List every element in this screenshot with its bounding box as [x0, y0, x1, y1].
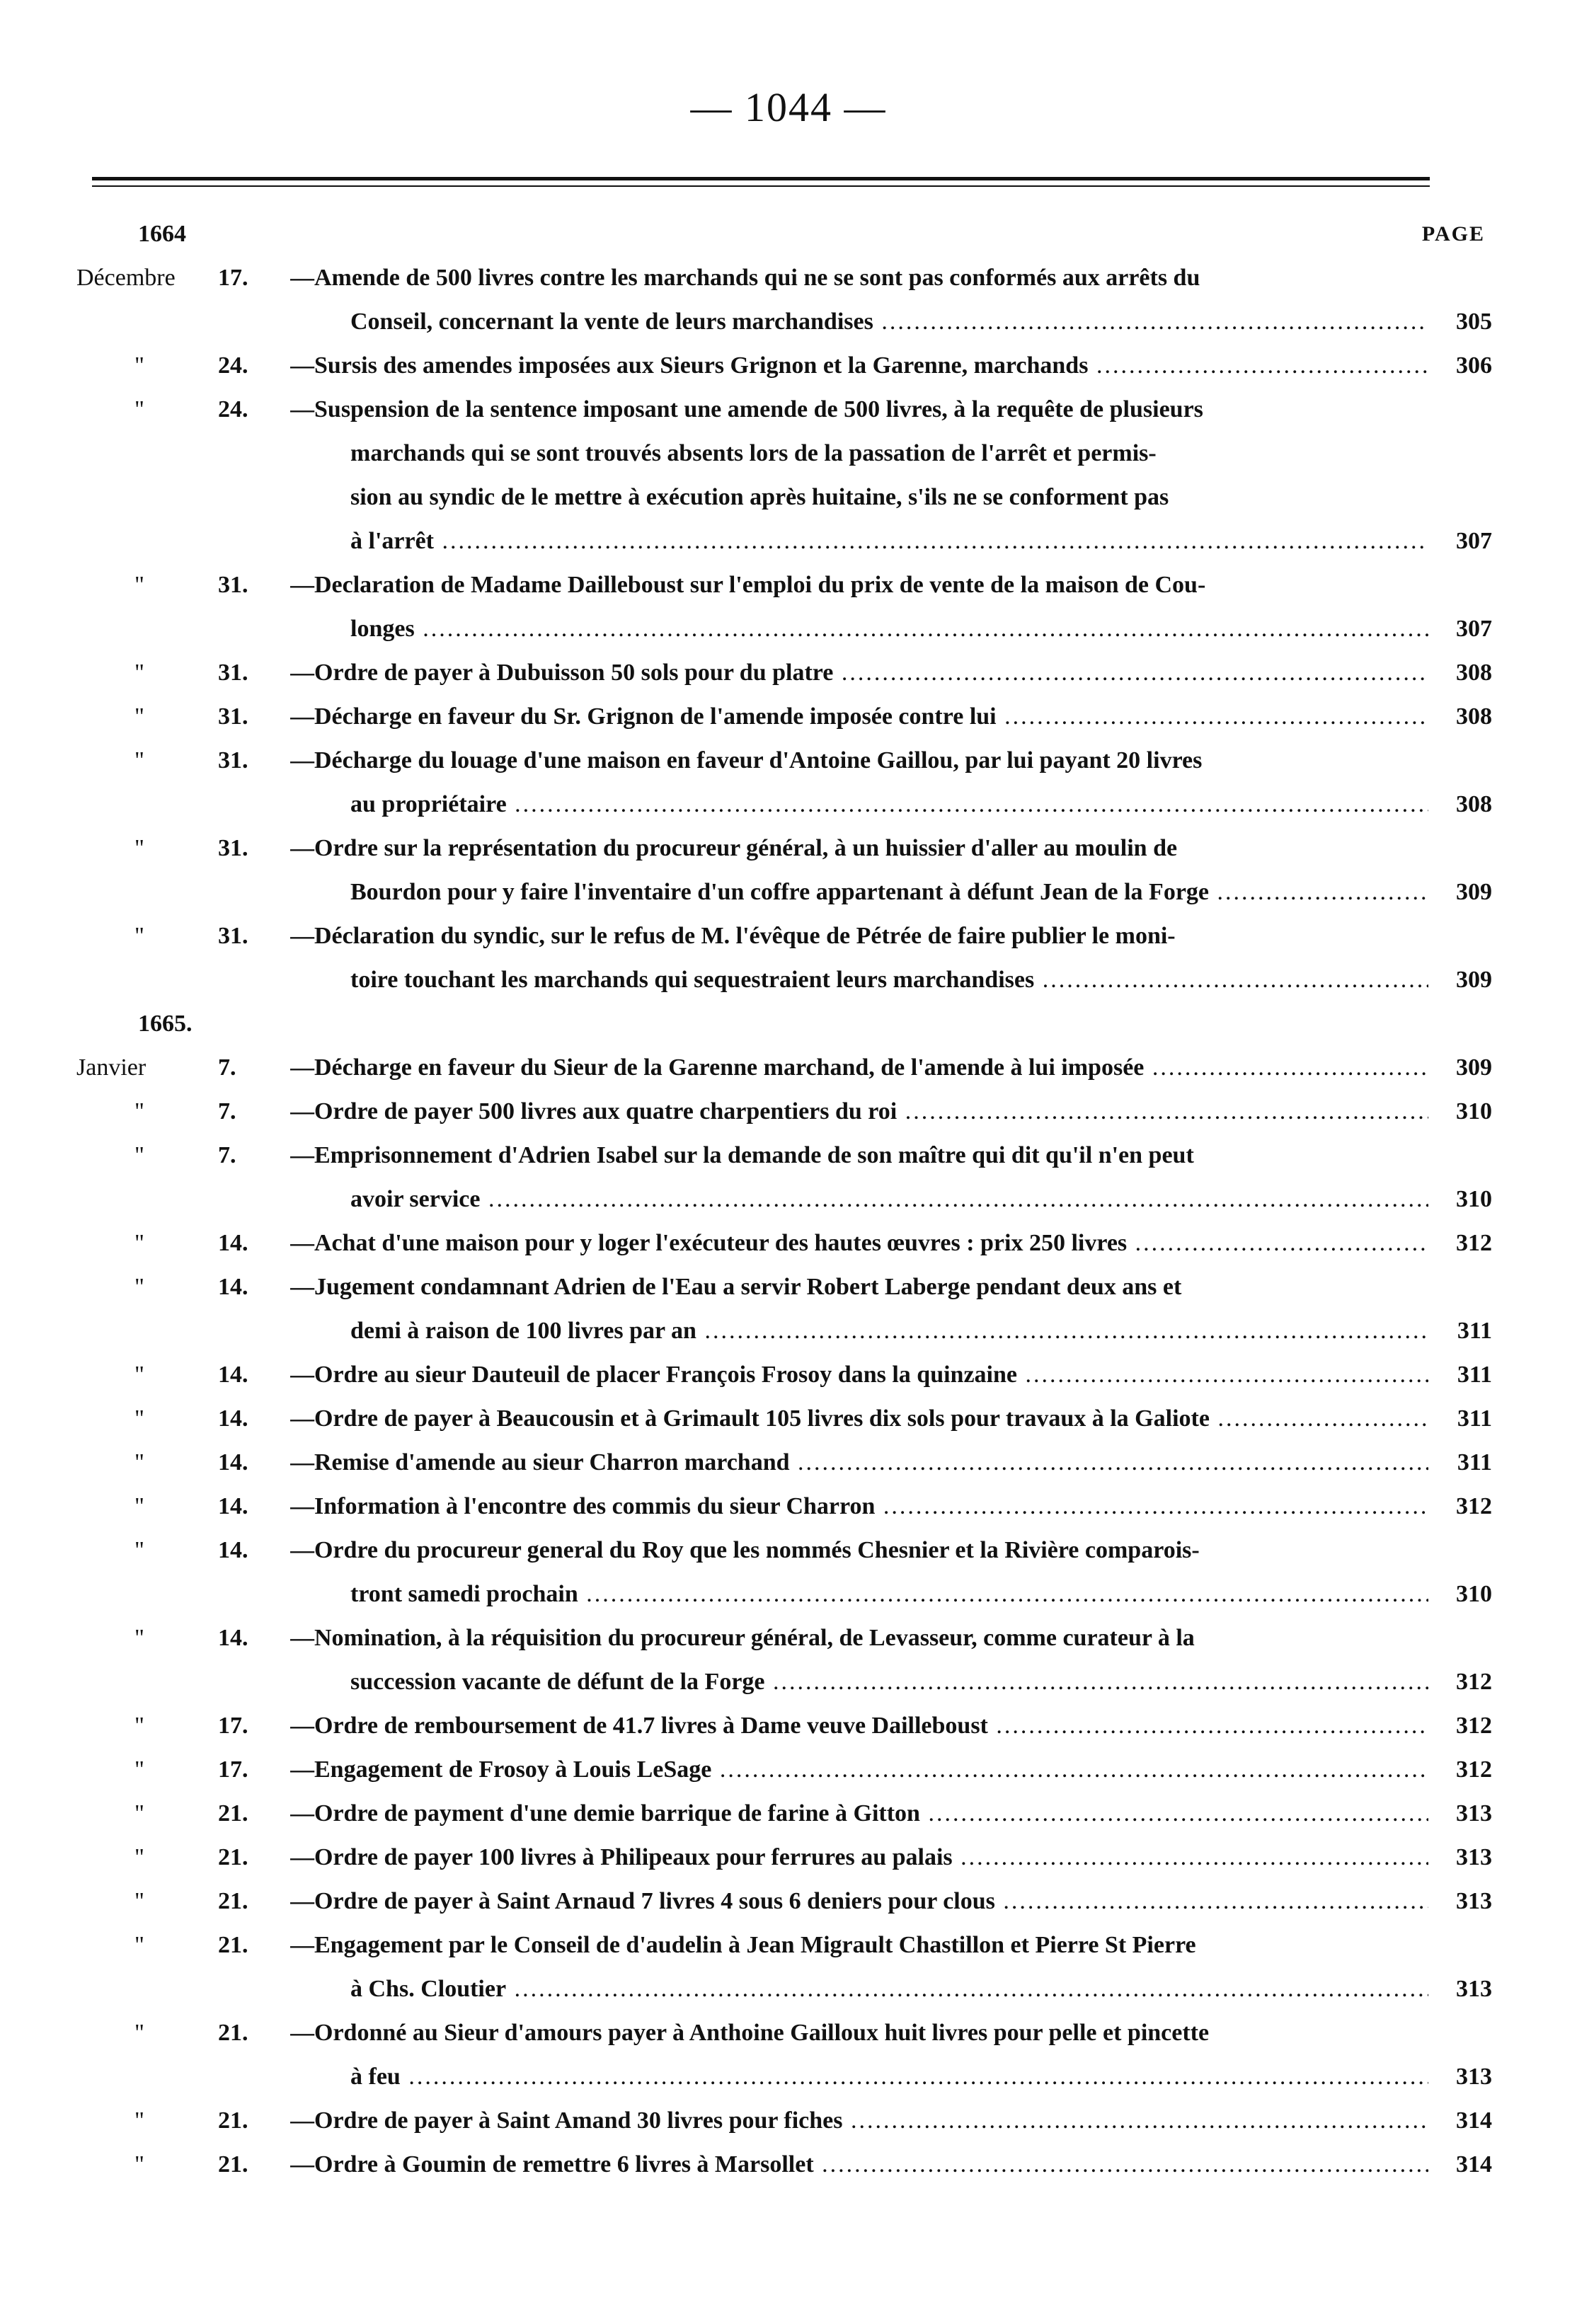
entry-date: 21. [218, 2107, 248, 2134]
page-reference: 312 [1456, 1493, 1492, 1519]
entry-line [0, 256, 1577, 300]
ditto-mark: " [134, 1405, 144, 1432]
ditto-mark: " [134, 1844, 144, 1870]
entry-date: 14. [218, 1405, 248, 1432]
entry-line [0, 1923, 1577, 1967]
ditto-mark: " [134, 660, 144, 686]
entry-text: à feu ..... [350, 2055, 1428, 2099]
entry-text: demi à raison de 100 livres par an ..... [350, 1309, 1428, 1353]
list-item [0, 1265, 1577, 1353]
entry-line [0, 344, 1577, 388]
entry-text: —Ordre à Goumin de remettre 6 livres à Marsollet ..... [290, 2143, 1428, 2187]
list-item [0, 1353, 1577, 1397]
entry-line [0, 914, 1577, 958]
page-reference: 313 [1456, 1800, 1492, 1827]
ditto-mark: " [134, 352, 144, 379]
page-reference: 312 [1456, 1756, 1492, 1783]
entry-text: —Ordre du procureur general du Roy que les nommés Chesnier et la Rivière comparois- [290, 1537, 1200, 1563]
entry-date: 24. [218, 396, 248, 422]
entry-text: —Ordre de payer 500 livres aux quatre charpentiers du roi ..... [290, 1090, 1428, 1134]
ditto-mark: " [134, 747, 144, 773]
page-reference: 309 [1456, 1054, 1492, 1081]
entry-line [0, 388, 1577, 432]
entry-line [0, 1002, 1577, 1046]
ditto-mark: " [134, 1142, 144, 1168]
ditto-mark: " [134, 1274, 144, 1300]
ditto-mark: " [134, 1493, 144, 1519]
entry-text: —Engagement de Frosoy à Louis LeSage ..... [290, 1748, 1428, 1792]
entry-date: 21. [218, 2151, 248, 2178]
year-heading: 1665. [138, 1011, 193, 1037]
entry-text: à Chs. Cloutier ..... [350, 1967, 1428, 2011]
page-reference: 309 [1456, 879, 1492, 905]
year-heading: 1664 [138, 221, 186, 247]
ditto-mark: " [134, 396, 144, 422]
entry-line [0, 1792, 1577, 1836]
list-item [0, 1616, 1577, 1704]
ditto-mark: " [134, 1449, 144, 1475]
page-reference: 311 [1457, 1405, 1492, 1432]
entry-line [0, 476, 1577, 519]
entry-date: 21. [218, 1800, 248, 1827]
entry-date: 17. [218, 1756, 248, 1783]
entry-text: —Ordre de payer à Beaucousin et à Grimault 105 livres dix sols pour travaux à la Galiote ..... [290, 1397, 1428, 1441]
ditto-mark: " [134, 572, 144, 598]
page-reference: 314 [1456, 2107, 1492, 2134]
entry-line [0, 607, 1577, 651]
entry-text: —Sursis des amendes imposées aux Sieurs Grignon et la Garenne, marchands ..... [290, 344, 1428, 388]
entry-text: —Ordre de payer à Dubuisson 50 sols pour du platre ..... [290, 651, 1428, 695]
entry-text: —Emprisonnement d'Adrien Isabel sur la demande de son maître qui dit qu'il n'en peut [290, 1142, 1194, 1168]
ditto-mark: " [134, 1098, 144, 1124]
ditto-mark: " [134, 703, 144, 730]
entry-text: marchands qui se sont trouvés absents lors de la passation de l'arrêt et permis- [350, 440, 1157, 466]
entry-text: —Ordre de payer 100 livres à Philipeaux pour ferrures au palais ..... [290, 1836, 1428, 1880]
entry-line [0, 651, 1577, 695]
entry-text: —Engagement par le Conseil de d'audelin à Jean Migrault Chastillon et Pierre St Pierre [290, 1932, 1196, 1958]
list-item [0, 1923, 1577, 2011]
list-item [0, 1792, 1577, 1836]
entry-line [0, 1572, 1577, 1616]
entry-text: —Achat d'une maison pour y loger l'exécuteur des hautes œuvres : prix 250 livres ..... [290, 1221, 1428, 1265]
entry-line [0, 1836, 1577, 1880]
entry-line [0, 2099, 1577, 2143]
entry-line [0, 1046, 1577, 1090]
entry-text: —Nomination, à la réquisition du procureur général, de Levasseur, comme curateur à la [290, 1625, 1195, 1651]
page-column-label: PAGE [1421, 222, 1485, 246]
entry-line [0, 2055, 1577, 2099]
list-item [0, 1529, 1577, 1616]
entry-date: 31. [218, 703, 248, 730]
ditto-mark: " [134, 1537, 144, 1563]
entry-date: 14. [218, 1274, 248, 1300]
entry-text: longes ..... [350, 607, 1428, 651]
entry-line [0, 1090, 1577, 1134]
ditto-mark: " [134, 1230, 144, 1256]
list-item [0, 2011, 1577, 2099]
entry-line [0, 1660, 1577, 1704]
entry-text: —Declaration de Madame Dailleboust sur l'emploi du prix de vente de la maison de Cou- [290, 572, 1206, 598]
list-item [0, 1134, 1577, 1221]
ditto-mark: " [134, 2107, 144, 2134]
list-item [0, 1880, 1577, 1923]
month-label: Décembre [76, 265, 176, 291]
page-reference: 310 [1456, 1098, 1492, 1124]
year-row [0, 1002, 1577, 1046]
entry-line [0, 563, 1577, 607]
page-reference: 312 [1456, 1669, 1492, 1695]
list-item [0, 344, 1577, 388]
entry-date: 7. [218, 1142, 236, 1168]
entry-line [0, 1309, 1577, 1353]
page-reference: 307 [1456, 616, 1492, 642]
entry-text: —Déclaration du syndic, sur le refus de M. l'évêque de Pétrée de faire publier le moni- [290, 923, 1176, 949]
entry-line [0, 432, 1577, 476]
entry-date: 14. [218, 1625, 248, 1651]
entry-text: —Suspension de la sentence imposant une amende de 500 livres, à la requête de plusieurs [290, 396, 1203, 422]
entry-text: sion au syndic de le mettre à exécution après huitaine, s'ils ne se conforment pas [350, 484, 1169, 510]
header-line [0, 212, 1577, 256]
list-item [0, 1441, 1577, 1485]
entry-text: —Remise d'amende au sieur Charron marchand ..... [290, 1441, 1428, 1485]
entry-date: 17. [218, 1713, 248, 1739]
entry-text: au propriétaire ..... [350, 783, 1428, 827]
entry-text: —Ordonné au Sieur d'amours payer à Anthoine Gailloux huit livres pour pelle et pincette [290, 2020, 1210, 2046]
entry-date: 21. [218, 1844, 248, 1870]
entry-date: 31. [218, 747, 248, 773]
entry-date: 24. [218, 352, 248, 379]
ditto-mark: " [134, 2151, 144, 2178]
entry-text: toire touchant les marchands qui sequestraient leurs marchandises ..... [350, 958, 1428, 1002]
page-reference: 309 [1456, 967, 1492, 993]
list-item [0, 914, 1577, 1002]
entry-line [0, 1441, 1577, 1485]
entry-text: —Décharge du louage d'une maison en faveur d'Antoine Gaillou, par lui payant 20 livres [290, 747, 1203, 773]
page-reference: 313 [1456, 1844, 1492, 1870]
ditto-mark: " [134, 1800, 144, 1827]
entry-line [0, 1967, 1577, 2011]
page-reference: 311 [1457, 1318, 1492, 1344]
page-reference: 311 [1457, 1449, 1492, 1475]
page-reference: 311 [1457, 1362, 1492, 1388]
page-reference: 308 [1456, 791, 1492, 817]
ditto-mark: " [134, 1362, 144, 1388]
entry-line [0, 1221, 1577, 1265]
list-item [0, 563, 1577, 651]
page-reference: 313 [1456, 1888, 1492, 1914]
header-rule [92, 177, 1430, 180]
page-reference: 310 [1456, 1186, 1492, 1212]
entry-text: Bourdon pour y faire l'inventaire d'un coffre appartenant à défunt Jean de la Forge ..... [350, 870, 1428, 914]
list-item [0, 1485, 1577, 1529]
entry-line [0, 1880, 1577, 1923]
entry-date: 14. [218, 1449, 248, 1475]
entry-line [0, 1485, 1577, 1529]
page-reference: 312 [1456, 1230, 1492, 1256]
entry-text: —Jugement condamnant Adrien de l'Eau a servir Robert Laberge pendant deux ans et [290, 1274, 1182, 1300]
list-item [0, 651, 1577, 695]
entry-text: à l'arrêt ..... [350, 519, 1428, 563]
ditto-mark: " [134, 1625, 144, 1651]
entry-text: Conseil, concernant la vente de leurs marchandises ..... [350, 300, 1428, 344]
entry-date: 21. [218, 1888, 248, 1914]
ditto-mark: " [134, 835, 144, 861]
entry-date: 21. [218, 1932, 248, 1958]
entry-line [0, 1134, 1577, 1178]
entry-line [0, 2143, 1577, 2187]
list-item [0, 827, 1577, 914]
ditto-mark: " [134, 2020, 144, 2046]
page-reference: 313 [1456, 2064, 1492, 2090]
entry-date: 21. [218, 2020, 248, 2046]
page-reference: 307 [1456, 528, 1492, 554]
entry-text: —Décharge en faveur du Sr. Grignon de l'amende imposée contre lui ..... [290, 695, 1428, 739]
page-reference: 312 [1456, 1713, 1492, 1739]
list-item [0, 1836, 1577, 1880]
list-item [0, 1046, 1577, 1090]
entry-date: 17. [218, 265, 248, 291]
entry-text: —Information à l'encontre des commis du sieur Charron ..... [290, 1485, 1428, 1529]
list-item [0, 256, 1577, 344]
entry-text: —Ordre sur la représentation du procureur général, à un huissier d'aller au moulin de [290, 835, 1178, 861]
entry-text: tront samedi prochain ..... [350, 1572, 1428, 1616]
entry-date: 31. [218, 660, 248, 686]
ditto-mark: " [134, 923, 144, 949]
entry-text: succession vacante de défunt de la Forge ..... [350, 1660, 1428, 1704]
entry-line [0, 2011, 1577, 2055]
entry-line [0, 695, 1577, 739]
entry-line [0, 1616, 1577, 1660]
entry-line [0, 827, 1577, 870]
list-item [0, 695, 1577, 739]
entry-line [0, 1353, 1577, 1397]
entry-date: 14. [218, 1493, 248, 1519]
entry-date: 31. [218, 923, 248, 949]
list-item [0, 2099, 1577, 2143]
list-item [0, 739, 1577, 827]
entry-text: —Ordre au sieur Dauteuil de placer François Frosoy dans la quinzaine ..... [290, 1353, 1428, 1397]
list-item [0, 1397, 1577, 1441]
entry-date: 7. [218, 1098, 236, 1124]
header-rule-thin [92, 185, 1430, 187]
entry-date: 31. [218, 572, 248, 598]
ditto-mark: " [134, 1888, 144, 1914]
list-item [0, 1704, 1577, 1748]
entry-line [0, 958, 1577, 1002]
entry-line [0, 1748, 1577, 1792]
entry-line [0, 783, 1577, 827]
ditto-mark: " [134, 1713, 144, 1739]
entry-text: —Amende de 500 livres contre les marchands qui ne se sont pas conformés aux arrêts du [290, 265, 1200, 291]
entry-line [0, 300, 1577, 344]
entry-text: —Ordre de remboursement de 41.7 livres à Dame veuve Dailleboust ..... [290, 1704, 1428, 1748]
month-label: Janvier [76, 1054, 147, 1081]
entry-line [0, 1178, 1577, 1221]
entry-text: avoir service ..... [350, 1178, 1428, 1221]
page-reference: 314 [1456, 2151, 1492, 2178]
entry-text: —Ordre de payer à Saint Arnaud 7 livres 4 sous 6 deniers pour clous ..... [290, 1880, 1428, 1923]
entry-line [0, 1265, 1577, 1309]
list-item [0, 2143, 1577, 2187]
entry-line [0, 1529, 1577, 1572]
entry-date: 14. [218, 1537, 248, 1563]
page-reference: 306 [1456, 352, 1492, 379]
ditto-mark: " [134, 1756, 144, 1783]
entry-line [0, 870, 1577, 914]
entry-date: 14. [218, 1230, 248, 1256]
entry-line [0, 1704, 1577, 1748]
entry-date: 7. [218, 1054, 236, 1081]
page-reference: 308 [1456, 660, 1492, 686]
entry-line [0, 1397, 1577, 1441]
entry-date: 31. [218, 835, 248, 861]
entry-text: —Ordre de payer à Saint Amand 30 livres pour fiches ..... [290, 2099, 1428, 2143]
entry-date: 14. [218, 1362, 248, 1388]
table-of-contents [0, 212, 1577, 2187]
page-number: — 1044 — [690, 84, 887, 130]
entry-text: —Décharge en faveur du Sieur de la Garenne marchand, de l'amende à lui imposée ..... [290, 1046, 1428, 1090]
list-item [0, 388, 1577, 563]
entry-text: —Ordre de payment d'une demie barrique de farine à Gitton ..... [290, 1792, 1428, 1836]
list-item [0, 1090, 1577, 1134]
entry-line [0, 739, 1577, 783]
ditto-mark: " [134, 1932, 144, 1958]
entry-line [0, 519, 1577, 563]
page-reference: 313 [1456, 1976, 1492, 2002]
page-reference: 308 [1456, 703, 1492, 730]
list-item [0, 1221, 1577, 1265]
page-reference: 310 [1456, 1581, 1492, 1607]
page-reference: 305 [1456, 309, 1492, 335]
list-item [0, 1748, 1577, 1792]
